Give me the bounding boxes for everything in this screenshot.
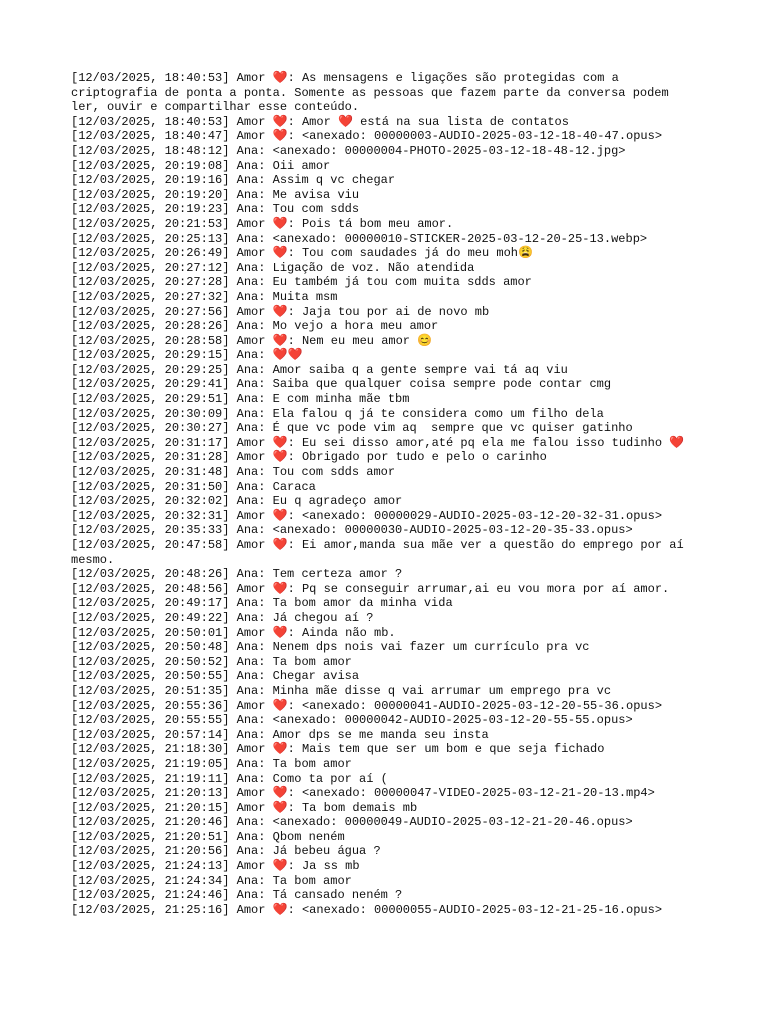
message-line: [12/03/2025, 21:19:11] Ana: Como ta por aí ( — [71, 771, 388, 786]
message-line: [12/03/2025, 21:25:16] Amor ❤️: <anexado: 00000055-AUDIO-2025-03-12-21-25-16.opus> — [71, 902, 663, 917]
message-line: [12/03/2025, 18:40:47] Amor ❤️: <anexado: 00000003-AUDIO-2025-03-12-18-40-47.opus> — [71, 129, 663, 144]
message-line: [12/03/2025, 20:49:22] Ana: Já chegou aí ? — [71, 610, 374, 625]
message-line: [12/03/2025, 20:30:27] Ana: É que vc pode vim aq sempre que vc quiser gatinho — [71, 421, 633, 436]
message-line: [12/03/2025, 20:32:31] Amor ❤️: <anexado: 00000029-AUDIO-2025-03-12-20-32-31.opus> — [71, 508, 663, 523]
message-line: [12/03/2025, 20:27:28] Ana: Eu também já tou com muita sdds amor — [71, 275, 532, 290]
message-line: [12/03/2025, 21:20:56] Ana: Já bebeu água ? — [71, 844, 381, 859]
message-line: [12/03/2025, 21:20:13] Amor ❤️: <anexado: 00000047-VIDEO-2025-03-12-21-20-13.mp4> — [71, 786, 655, 801]
message-line: [12/03/2025, 20:50:52] Ana: Ta bom amor — [71, 654, 352, 669]
message-line: [12/03/2025, 21:18:30] Amor ❤️: Mais tem que ser um bom e que seja fichado — [71, 742, 605, 757]
message-line: [12/03/2025, 20:19:08] Ana: Oii amor — [71, 158, 331, 173]
message-line: [12/03/2025, 20:25:13] Ana: <anexado: 00000010-STICKER-2025-03-12-20-25-13.webp> — [71, 231, 648, 246]
message-line: [12/03/2025, 20:19:23] Ana: Tou com sdds — [71, 202, 360, 217]
message-line: [12/03/2025, 20:51:35] Ana: Minha mãe disse q vai arrumar um emprego pra vc — [71, 683, 612, 698]
message-line: [12/03/2025, 21:24:13] Amor ❤️: Ja ss mb — [71, 859, 360, 874]
message-line: [12/03/2025, 20:48:56] Amor ❤️: Pq se conseguir arrumar,ai eu vou mora por aí amor. — [71, 581, 670, 596]
message-line: [12/03/2025, 20:50:55] Ana: Chegar avisa — [71, 669, 360, 684]
message-line: [12/03/2025, 20:29:25] Ana: Amor saiba q a gente sempre vai tá aq viu — [71, 362, 568, 377]
message-line: [12/03/2025, 21:20:51] Ana: Qbom neném — [71, 829, 345, 844]
message-line: [12/03/2025, 21:20:15] Amor ❤️: Ta bom demais mb — [71, 800, 418, 815]
message-line: [12/03/2025, 20:26:49] Amor ❤️: Tou com saudades já do meu moh😩 — [71, 246, 533, 261]
message-line: [12/03/2025, 20:19:20] Ana: Me avisa viu — [71, 187, 360, 202]
message-line: [12/03/2025, 20:27:12] Ana: Ligação de voz. Não atendida — [71, 260, 475, 275]
message-line: [12/03/2025, 20:31:28] Amor ❤️: Obrigado por tudo e pelo o carinho — [71, 450, 547, 465]
message-line: [12/03/2025, 20:48:26] Ana: Tem certeza amor ? — [71, 567, 403, 582]
message-line: [12/03/2025, 20:47:58] Amor ❤️: Ei amor,manda sua mãe ver a questão do emprego por aí mesmo. — [71, 538, 691, 567]
message-line: [12/03/2025, 20:31:48] Ana: Tou com sdds amor — [71, 465, 396, 480]
message-line: [12/03/2025, 18:40:53] Amor ❤️: Amor ❤️ está na sua lista de contatos — [71, 114, 569, 129]
message-line: [12/03/2025, 20:27:32] Ana: Muita msm — [71, 289, 338, 304]
message-line: [12/03/2025, 18:40:53] Amor ❤️: As mensagens e ligações são protegidas com a criptografia de ponta a ponta. Somente as pessoas que fazem parte da conversa podem ler, ouvir e compartilhar esse conteúdo. — [71, 71, 676, 115]
message-line: [12/03/2025, 21:19:05] Ana: Ta bom amor — [71, 756, 352, 771]
message-line: [12/03/2025, 20:27:56] Amor ❤️: Jaja tou por ai de novo mb — [71, 304, 490, 319]
message-line: [12/03/2025, 20:29:15] Ana: ❤️❤️ — [71, 348, 303, 363]
message-line: [12/03/2025, 20:50:01] Amor ❤️: Ainda não mb. — [71, 625, 396, 640]
message-line: [12/03/2025, 20:35:33] Ana: <anexado: 00000030-AUDIO-2025-03-12-20-35-33.opus> — [71, 523, 633, 538]
message-line: [12/03/2025, 20:32:02] Ana: Eu q agradeço amor — [71, 494, 403, 509]
chat-transcript — [71, 71, 701, 917]
message-line: [12/03/2025, 20:49:17] Ana: Ta bom amor da minha vida — [71, 596, 453, 611]
message-line: [12/03/2025, 18:48:12] Ana: <anexado: 00000004-PHOTO-2025-03-12-18-48-12.jpg> — [71, 143, 626, 158]
message-line: [12/03/2025, 20:55:55] Ana: <anexado: 00000042-AUDIO-2025-03-12-20-55-55.opus> — [71, 713, 633, 728]
message-line: [12/03/2025, 20:57:14] Ana: Amor dps se me manda seu insta — [71, 727, 489, 742]
message-line: [12/03/2025, 20:55:36] Amor ❤️: <anexado: 00000041-AUDIO-2025-03-12-20-55-36.opus> — [71, 698, 663, 713]
message-line: [12/03/2025, 21:24:34] Ana: Ta bom amor — [71, 873, 352, 888]
message-line: [12/03/2025, 21:24:46] Ana: Tá cansado neném ? — [71, 888, 403, 903]
message-line: [12/03/2025, 20:21:53] Amor ❤️: Pois tá bom meu amor. — [71, 216, 454, 231]
message-line: [12/03/2025, 20:31:50] Ana: Caraca — [71, 479, 316, 494]
message-line: [12/03/2025, 20:28:26] Ana: Mo vejo a hora meu amor — [71, 319, 439, 334]
message-line: [12/03/2025, 20:29:41] Ana: Saiba que qualquer coisa sempre pode contar cmg — [71, 377, 612, 392]
message-line: [12/03/2025, 20:50:48] Ana: Nenem dps nois vai fazer um currículo pra vc — [71, 640, 590, 655]
message-line: [12/03/2025, 20:31:17] Amor ❤️: Eu sei disso amor,até pq ela me falou isso tudinho ❤️ — [71, 435, 685, 450]
message-line: [12/03/2025, 20:19:16] Ana: Assim q vc chegar — [71, 173, 396, 188]
message-line: [12/03/2025, 20:28:58] Amor ❤️: Nem eu meu amor 😊 — [71, 333, 433, 348]
message-line: [12/03/2025, 20:29:51] Ana: E com minha mãe tbm — [71, 392, 410, 407]
message-line: [12/03/2025, 20:30:09] Ana: Ela falou q já te considera como um filho dela — [71, 406, 604, 421]
message-line: [12/03/2025, 21:20:46] Ana: <anexado: 00000049-AUDIO-2025-03-12-21-20-46.opus> — [71, 815, 633, 830]
